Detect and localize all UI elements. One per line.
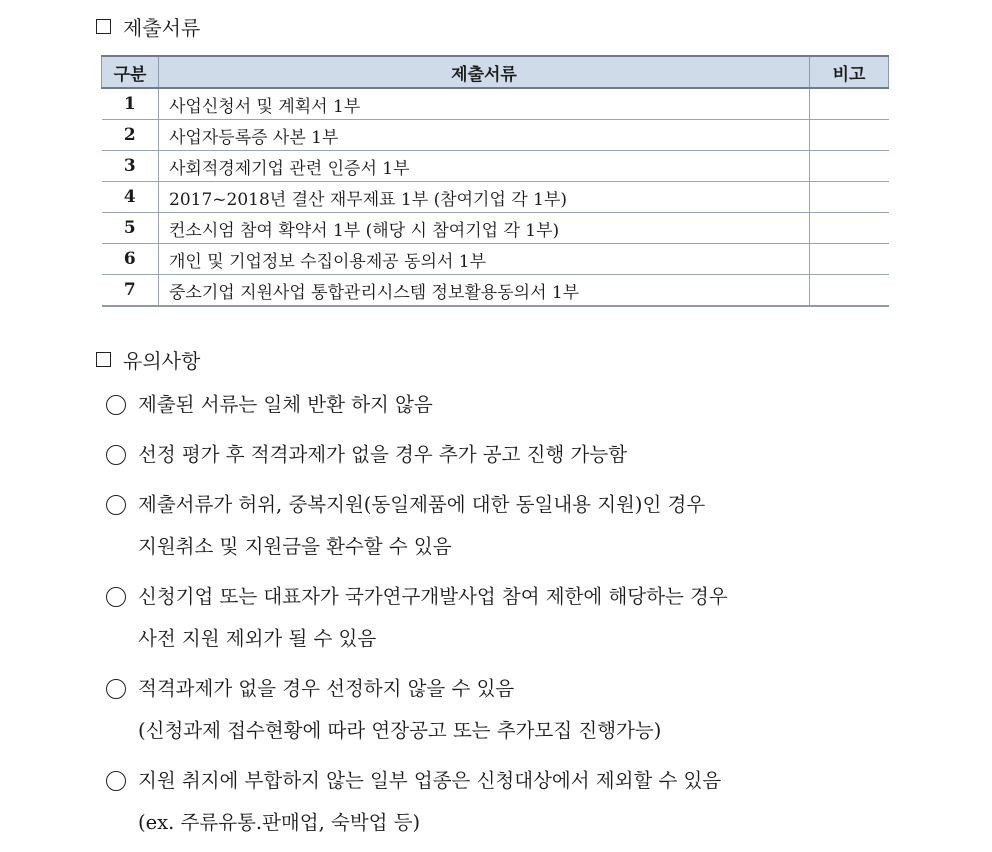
row-remarks — [810, 120, 889, 151]
row-document: 중소기업 지원사업 통합관리시스템 정보활용동의서 1부 — [159, 275, 810, 307]
table-row — [102, 151, 889, 182]
list-item — [106, 576, 728, 660]
circle-bullet-icon — [106, 587, 126, 607]
circle-bullet-icon — [106, 679, 126, 699]
table-row — [102, 182, 889, 213]
note-text: 제출서류가 허위, 중복지원(동일제품에 대한 동일내용 지원)인 경우 — [138, 493, 706, 516]
column-header-category: 구분 — [102, 56, 159, 88]
submission-section-heading — [96, 12, 200, 41]
row-number: 5 — [102, 213, 159, 244]
row-remarks — [810, 151, 889, 182]
list-item — [106, 484, 728, 568]
row-number: 4 — [102, 182, 159, 213]
list-item — [106, 434, 728, 476]
circle-bullet-icon — [106, 495, 126, 515]
submission-table — [101, 55, 889, 307]
row-number: 3 — [102, 151, 159, 182]
row-remarks — [810, 182, 889, 213]
cautions-section-heading — [96, 345, 200, 374]
row-remarks — [810, 244, 889, 275]
row-remarks — [810, 88, 889, 120]
note-text-continued: 지원취소 및 지원금을 환수할 수 있음 — [138, 535, 452, 558]
circle-bullet-icon — [106, 445, 126, 465]
row-number: 7 — [102, 275, 159, 307]
column-header-remarks: 비고 — [810, 56, 889, 88]
row-document: 사업자등록증 사본 1부 — [159, 120, 810, 151]
list-item — [106, 760, 728, 844]
table-row — [102, 244, 889, 275]
table-row — [102, 213, 889, 244]
list-item — [106, 384, 728, 426]
note-text: 제출된 서류는 일체 반환 하지 않음 — [138, 393, 433, 416]
row-document: 컨소시엄 참여 확약서 1부 (해당 시 참여기업 각 1부) — [159, 213, 810, 244]
row-document: 2017~2018년 결산 재무제표 1부 (참여기업 각 1부) — [159, 182, 810, 213]
row-document: 사회적경제기업 관련 인증서 1부 — [159, 151, 810, 182]
circle-bullet-icon — [106, 771, 126, 791]
cautions-list — [106, 384, 728, 852]
table-header-row — [102, 56, 889, 88]
row-number: 6 — [102, 244, 159, 275]
circle-bullet-icon — [106, 395, 126, 415]
note-text: 적격과제가 없을 경우 선정하지 않을 수 있음 — [138, 677, 515, 700]
checkbox-icon — [96, 19, 111, 34]
note-text: 선정 평가 후 적격과제가 없을 경우 추가 공고 진행 가능함 — [138, 443, 628, 466]
table-row — [102, 275, 889, 307]
submission-heading-text: 제출서류 — [123, 16, 201, 40]
note-text-continued: 사전 지원 제외가 될 수 있음 — [138, 627, 377, 650]
note-text: 지원 취지에 부합하지 않는 일부 업종은 신청대상에서 제외할 수 있음 — [138, 769, 722, 792]
list-item — [106, 668, 728, 752]
table-row — [102, 88, 889, 120]
row-document: 개인 및 기업정보 수집이용제공 동의서 1부 — [159, 244, 810, 275]
row-remarks — [810, 275, 889, 307]
row-remarks — [810, 213, 889, 244]
table-row — [102, 120, 889, 151]
cautions-heading-text: 유의사항 — [123, 349, 201, 373]
note-text-continued: (신청과제 접수현황에 따라 연장공고 또는 추가모집 진행가능) — [138, 719, 662, 742]
checkbox-icon — [96, 352, 111, 367]
row-number: 1 — [102, 88, 159, 120]
row-document: 사업신청서 및 계획서 1부 — [159, 88, 810, 120]
note-text: 신청기업 또는 대표자가 국가연구개발사업 참여 제한에 해당하는 경우 — [138, 585, 728, 608]
row-number: 2 — [102, 120, 159, 151]
column-header-document: 제출서류 — [159, 56, 810, 88]
note-text-continued: (ex. 주류유통.판매업, 숙박업 등) — [138, 811, 421, 834]
